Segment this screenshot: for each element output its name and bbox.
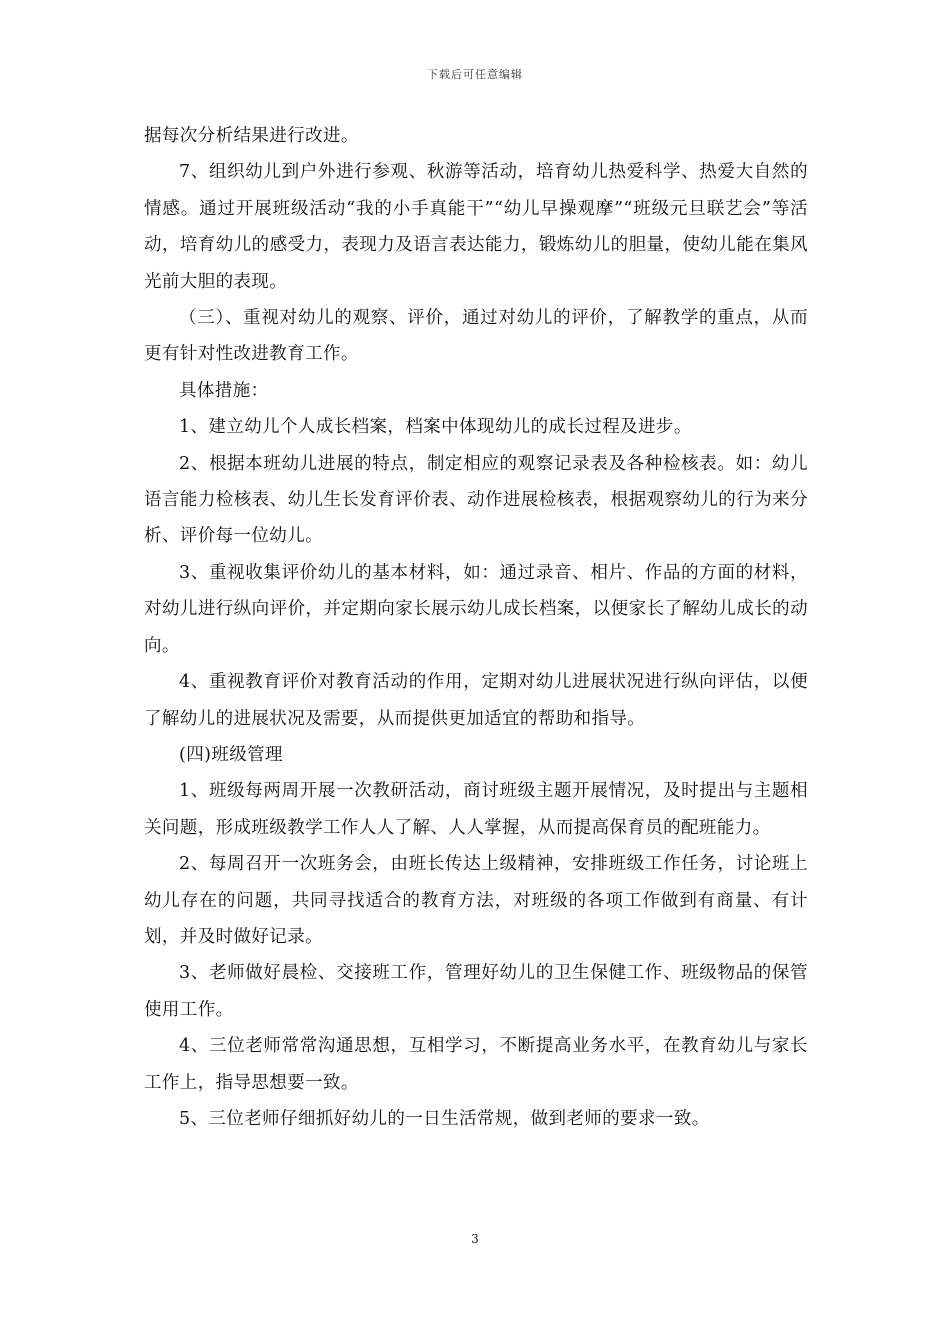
page-number: 3: [471, 1232, 479, 1246]
measure-item-4: 4、重视教育评价对教育活动的作用，定期对幼儿进展状况进行纵向评估，以便了解幼儿的进展状况及需要，从而提供更加适宜的帮助和指导。: [144, 672, 808, 729]
measures-label: 具体措施：: [179, 380, 269, 401]
management-item-4: 4、三位老师常常沟通思想，互相学习，不断提高业务水平，在教育幼儿与家长工作上，指导思想要一致。: [144, 1036, 808, 1093]
paragraph-continuation: 据每次分析结果进行改进。: [144, 126, 359, 146]
measure-item-1: 1、建立幼儿个人成长档案，档案中体现幼儿的成长过程及进步。: [179, 417, 692, 438]
page-header: 下载后可任意编辑: [427, 68, 523, 81]
document-body: [144, 118, 808, 1137]
management-item-2: 2、每周召开一次班务会，由班长传达上级精神，安排班级工作任务，讨论班上幼儿存在的问题，共同寻找适合的教育方法，对班级的各项工作做到有商量、有计划，并及时做好记录。: [144, 854, 808, 947]
measure-item-3: 3、重视收集评价幼儿的基本材料，如：通过录音、相片、作品的方面的材料，对幼儿进行纵向评价，并定期向家长展示幼儿成长档案，以便家长了解幼儿成长的动向。: [144, 562, 808, 656]
measure-item-2: 2、根据本班幼儿进展的特点，制定相应的观察记录表及各种检核表。如：幼儿语言能力检核表、幼儿生长发育评价表、动作进展检核表，根据观察幼儿的行为来分析、评价每一位幼儿。: [144, 453, 808, 547]
paragraph-item-7: 7、组织幼儿到户外进行参观、秋游等活动，培育幼儿热爱科学、热爱大自然的情感。通过开展班级活动“我的小手真能干”“幼儿早操观摩”“班级元旦联艺会”等活动，培育幼儿的感受力，表现力及语言表达能力，锻炼幼儿的胆量，使幼儿能在集风光前大胆的表现。: [144, 162, 808, 292]
section-heading-4: (四)班级管理: [179, 744, 283, 765]
section-heading-3: （三）、重视对幼儿的观察、评价，通过对幼儿的评价，了解教学的重点，从而更有针对性改进教育工作。: [144, 308, 808, 365]
management-item-3: 3、老师做好晨检、交接班工作，管理好幼儿的卫生保健工作、班级物品的保管使用工作。: [144, 963, 808, 1020]
management-item-5: 5、三位老师仔细抓好幼儿的一日生活常规，做到老师的要求一致。: [179, 1108, 710, 1129]
management-item-1: 1、班级每两周开展一次教研活动，商讨班级主题开展情况，及时提出与主题相关问题，形成班级教学工作人人了解、人人掌握，从而提高保育员的配班能力。: [144, 781, 808, 838]
